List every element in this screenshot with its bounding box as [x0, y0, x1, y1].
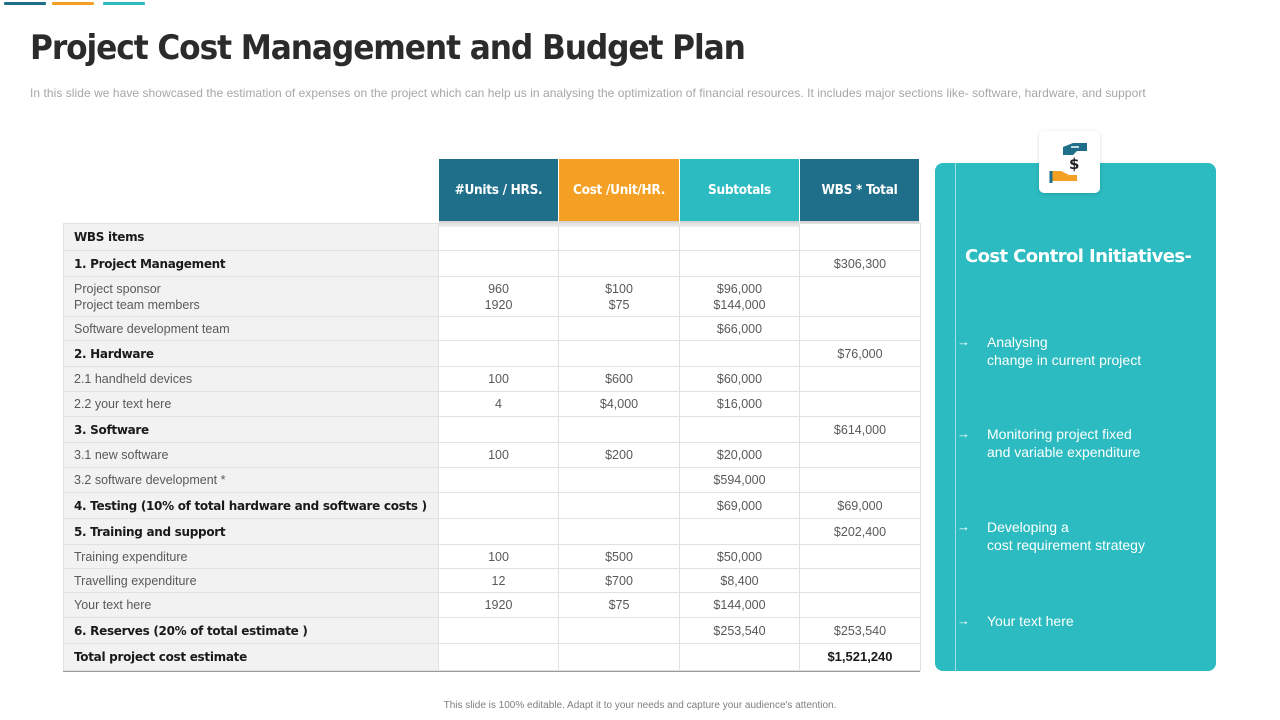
units-cell: [439, 367, 559, 392]
row-label-text: 6. Reserves (20% of total estimate ): [74, 623, 308, 638]
wbs-value: $306,300: [833, 256, 887, 271]
subtotal-value: $144,000: [713, 598, 766, 612]
row-label-text: 2.2 your text here: [74, 397, 172, 411]
row-label: [64, 277, 439, 317]
units-cell: [439, 545, 559, 569]
cost-cell: [559, 618, 680, 644]
subtotal-cell: [680, 593, 800, 618]
table-row: [64, 417, 921, 443]
row-label-text: 3.1 new software: [74, 448, 169, 462]
row-label-text: 2.1 handheld devices: [74, 372, 193, 386]
table-row: [64, 367, 921, 392]
wbs-cell: [800, 545, 921, 569]
subtotal-cell: [680, 545, 800, 569]
subtotal-value: $144,000: [713, 297, 766, 312]
row-label: [64, 618, 439, 644]
row-label: [64, 468, 439, 493]
subtotal-cell: [680, 569, 800, 593]
cost-cell: [559, 367, 680, 392]
wbs-cell: [800, 618, 921, 644]
subtotal-cell: [680, 251, 800, 277]
units-value: 960: [488, 281, 509, 296]
subtotal-value: $50,000: [716, 549, 763, 564]
units-cell: [439, 277, 559, 317]
row-label: [64, 224, 439, 251]
cost-cell: [559, 224, 680, 251]
row-label: [64, 569, 439, 593]
cost-value: $600: [605, 372, 633, 386]
wbs-cell: [800, 367, 921, 392]
subtotal-value: $60,000: [716, 372, 763, 386]
wbs-cell: [800, 224, 921, 251]
wbs-value: $1,521,240: [827, 649, 893, 664]
subtotal-cell: [680, 224, 800, 251]
wbs-value: $69,000: [837, 498, 883, 513]
row-label: [64, 317, 439, 341]
row-label-text: WBS items: [74, 230, 145, 244]
units-cell: [439, 468, 559, 493]
column-header: Subtotals: [680, 159, 799, 221]
row-label: [64, 443, 439, 468]
table-row: [64, 277, 921, 317]
subtotal-value: $16,000: [716, 397, 763, 411]
initiative-text: Monitoring project fixed and variable expenditure: [987, 426, 1141, 460]
cost-value: $75: [608, 598, 630, 612]
row-label-text: Your text here: [74, 598, 152, 612]
subtotal-cell: [680, 618, 800, 644]
units-cell: [439, 251, 559, 277]
footer-note: This slide is 100% editable. Adapt it to your needs and capture your audience's attention.: [443, 700, 837, 711]
subtotal-cell: [680, 367, 800, 392]
cost-value: $500: [605, 549, 633, 564]
table-row: [64, 493, 921, 519]
table-row: [64, 569, 921, 593]
row-label-text: 5. Training and support: [74, 524, 226, 539]
cost-cell: [559, 569, 680, 593]
units-cell: [439, 593, 559, 618]
table-row: [64, 519, 921, 545]
table-row: [64, 443, 921, 468]
wbs-cell: [800, 392, 921, 417]
row-label: [64, 341, 439, 367]
wbs-value: $253,540: [833, 623, 887, 638]
arrow-right-icon: →: [957, 426, 970, 441]
accent-bar-blue: [4, 2, 46, 5]
units-cell: [439, 519, 559, 545]
subtotal-cell: [680, 341, 800, 367]
cost-value: $4,000: [599, 397, 639, 411]
wbs-cell: [800, 417, 921, 443]
row-label: [64, 644, 439, 671]
cost-cell: [559, 493, 680, 519]
wbs-cell: [800, 468, 921, 493]
units-cell: [439, 493, 559, 519]
units-cell: [439, 644, 559, 671]
row-label: [64, 519, 439, 545]
row-label: [64, 417, 439, 443]
wbs-cell: [800, 341, 921, 367]
money-hands-icon: [1039, 131, 1100, 193]
row-label-text: 4. Testing (10% of total hardware and software costs ): [74, 498, 427, 513]
table-row: [64, 618, 921, 644]
cost-cell: [559, 443, 680, 468]
svg-text:$: $: [1069, 155, 1080, 173]
wbs-cell: [800, 251, 921, 277]
row-label-text: Project sponsor: [74, 281, 161, 296]
subtotal-cell: [680, 417, 800, 443]
column-header: Cost /Unit/HR.: [559, 159, 679, 221]
initiative-text: Developing a cost requirement strategy: [987, 519, 1145, 553]
cost-cell: [559, 392, 680, 417]
wbs-value: $76,000: [837, 346, 883, 361]
units-value: 100: [488, 448, 509, 462]
arrow-right-icon: →: [957, 519, 970, 534]
units-value: 100: [488, 549, 509, 564]
table-row: [64, 545, 921, 569]
arrow-right-icon: →: [957, 613, 970, 628]
units-cell: [439, 569, 559, 593]
page-subtitle: In this slide we have showcased the estimation of expenses on the project which can help us in analysing the optimization of financial resources. It includes major sections like- software, hardware, and support: [30, 86, 1146, 100]
wbs-cell: [800, 443, 921, 468]
subtotal-cell: [680, 443, 800, 468]
cost-cell: [559, 341, 680, 367]
row-label: [64, 392, 439, 417]
cost-cell: [559, 277, 680, 317]
initiative-text: Your text here: [987, 613, 1074, 629]
subtotal-value: $96,000: [716, 281, 763, 296]
subtotal-value: $66,000: [716, 321, 763, 336]
cost-value: $700: [605, 573, 633, 588]
units-value: 1920: [484, 598, 513, 612]
subtotal-cell: [680, 519, 800, 545]
units-value: 100: [488, 372, 509, 386]
wbs-cell: [800, 519, 921, 545]
wbs-cell: [800, 644, 921, 671]
cost-cell: [559, 644, 680, 671]
table-row: [64, 224, 921, 251]
cost-value: $75: [608, 297, 630, 312]
accent-bar-teal: [103, 2, 145, 5]
cost-cell: [559, 468, 680, 493]
subtotal-value: $20,000: [716, 448, 763, 462]
table-row: [64, 644, 921, 671]
row-label: [64, 367, 439, 392]
wbs-cell: [800, 493, 921, 519]
subtotal-value: $253,540: [713, 623, 766, 638]
table-row: [64, 317, 921, 341]
row-label-text: 3.2 software development *: [74, 473, 226, 487]
units-cell: [439, 618, 559, 644]
subtotal-cell: [680, 317, 800, 341]
cost-cell: [559, 519, 680, 545]
wbs-cell: [800, 569, 921, 593]
row-label: [64, 251, 439, 277]
subtotal-value: $594,000: [713, 473, 766, 487]
cost-value: $100: [605, 281, 633, 296]
row-label-text: Project team members: [74, 297, 200, 312]
initiative-text: Analysing change in current project: [987, 334, 1142, 368]
row-label: [64, 493, 439, 519]
wbs-value: $614,000: [833, 422, 887, 437]
units-cell: [439, 341, 559, 367]
wbs-cell: [800, 277, 921, 317]
row-label-text: Total project cost estimate: [74, 650, 247, 664]
subtotal-value: $69,000: [716, 498, 763, 513]
units-cell: [439, 224, 559, 251]
table-row: [64, 392, 921, 417]
page-title: Project Cost Management and Budget Plan: [30, 28, 745, 68]
units-cell: [439, 392, 559, 417]
accent-bar-orange: [52, 2, 94, 5]
wbs-value: $202,400: [833, 524, 887, 539]
subtotal-cell: [680, 392, 800, 417]
row-label-text: 1. Project Management: [74, 256, 226, 271]
cost-cell: [559, 417, 680, 443]
column-header: #Units / HRS.: [439, 159, 558, 221]
units-cell: [439, 317, 559, 341]
units-value: 12: [491, 573, 506, 588]
subtotal-value: $8,400: [720, 573, 759, 588]
subtotal-cell: [680, 277, 800, 317]
column-header: WBS * Total: [800, 159, 919, 221]
budget-table: [63, 223, 920, 672]
row-label-text: Training expenditure: [74, 549, 188, 564]
cost-value: $200: [605, 448, 633, 462]
arrow-right-icon: →: [957, 334, 970, 349]
table-row: [64, 341, 921, 367]
table-row: [64, 593, 921, 618]
wbs-cell: [800, 317, 921, 341]
row-label-text: 2. Hardware: [74, 346, 154, 361]
table-row: [64, 468, 921, 493]
subtotal-cell: [680, 468, 800, 493]
cost-cell: [559, 593, 680, 618]
panel-title: Cost Control Initiatives-: [965, 246, 1192, 267]
subtotal-cell: [680, 644, 800, 671]
cost-cell: [559, 317, 680, 341]
table-row: [64, 251, 921, 277]
units-cell: [439, 443, 559, 468]
cost-control-panel: [935, 163, 1216, 671]
subtotal-cell: [680, 493, 800, 519]
cost-cell: [559, 545, 680, 569]
row-label-text: Software development team: [74, 321, 230, 336]
row-label: [64, 593, 439, 618]
row-label: [64, 545, 439, 569]
cost-cell: [559, 251, 680, 277]
units-value: 1920: [484, 297, 513, 312]
row-label-text: 3. Software: [74, 422, 149, 437]
panel-divider: [955, 163, 956, 671]
units-value: 4: [495, 397, 502, 411]
row-label-text: Travelling expenditure: [74, 573, 197, 588]
wbs-cell: [800, 593, 921, 618]
units-cell: [439, 417, 559, 443]
